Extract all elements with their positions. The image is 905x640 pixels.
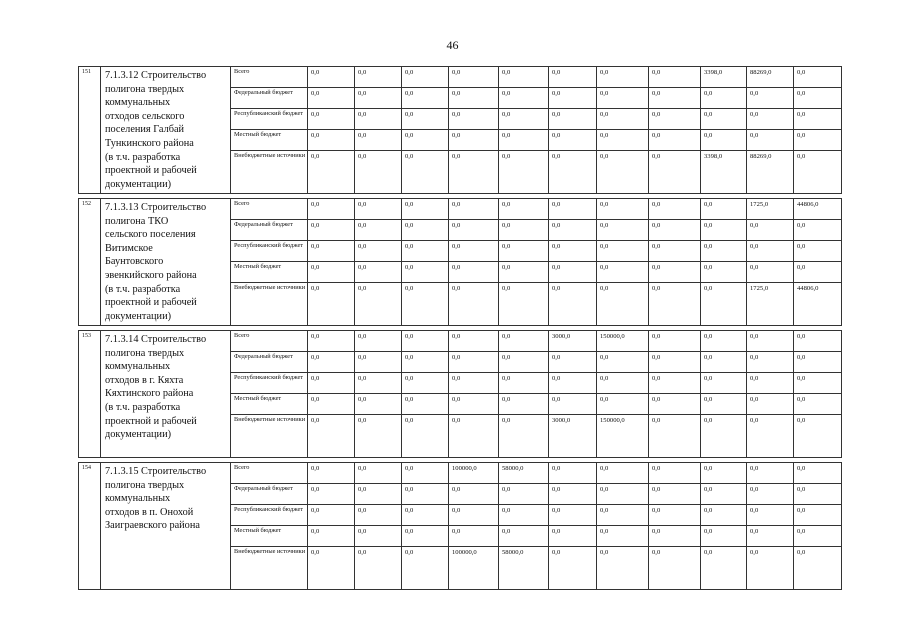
- amount-cell: 0,0: [549, 220, 597, 241]
- amount-cell: 0,0: [499, 109, 549, 130]
- amount-cell: 0,0: [794, 331, 842, 352]
- amount-cell: 0,0: [747, 547, 794, 590]
- amount-cell: 0,0: [794, 88, 842, 109]
- table-row: [79, 463, 842, 484]
- measure-title-line: полигона ТКО: [105, 215, 169, 227]
- amount-cell: 0,0: [355, 415, 402, 458]
- amount-cell: 0,0: [355, 526, 402, 547]
- amount-cell: 0,0: [308, 130, 355, 151]
- amount-cell: 0,0: [701, 463, 747, 484]
- amount-cell: 0,0: [649, 352, 701, 373]
- measure-title-line: проектной и рабочей: [105, 297, 197, 309]
- amount-cell: 0,0: [499, 373, 549, 394]
- amount-cell: 0,0: [499, 199, 549, 220]
- amount-cell: 0,0: [402, 547, 449, 590]
- amount-cell: 0,0: [355, 109, 402, 130]
- amount-cell: 0,0: [794, 463, 842, 484]
- amount-cell: 0,0: [701, 373, 747, 394]
- measure-title: [101, 463, 231, 590]
- amount-cell: 0,0: [747, 109, 794, 130]
- amount-cell: 0,0: [597, 283, 649, 326]
- amount-cell: 0,0: [747, 526, 794, 547]
- amount-cell: 0,0: [402, 199, 449, 220]
- amount-cell: 0,0: [794, 484, 842, 505]
- amount-cell: 0,0: [649, 373, 701, 394]
- amount-cell: 0,0: [701, 547, 747, 590]
- measure-title-line: Баунтовского: [105, 256, 164, 268]
- amount-cell: 0,0: [308, 484, 355, 505]
- amount-cell: 0,0: [549, 88, 597, 109]
- amount-cell: 0,0: [549, 484, 597, 505]
- amount-cell: 0,0: [701, 283, 747, 326]
- amount-cell: 0,0: [449, 373, 499, 394]
- amount-cell: 0,0: [549, 199, 597, 220]
- amount-cell: 0,0: [597, 505, 649, 526]
- amount-cell: 0,0: [597, 484, 649, 505]
- amount-cell: 0,0: [747, 415, 794, 458]
- amount-cell: 0,0: [308, 394, 355, 415]
- amount-cell: 0,0: [649, 241, 701, 262]
- amount-cell: 0,0: [308, 463, 355, 484]
- amount-cell: 0,0: [649, 331, 701, 352]
- funding-source: Местный бюджет: [231, 394, 308, 415]
- amount-cell: 0,0: [308, 151, 355, 194]
- amount-cell: 0,0: [649, 505, 701, 526]
- amount-cell: 1725,0: [747, 199, 794, 220]
- funding-source: Федеральный бюджет: [231, 88, 308, 109]
- amount-cell: 100000,0: [449, 547, 499, 590]
- amount-cell: 0,0: [449, 67, 499, 88]
- measure-title-line: полигона твердых: [105, 83, 185, 95]
- amount-cell: 0,0: [499, 484, 549, 505]
- amount-cell: 0,0: [747, 241, 794, 262]
- amount-cell: 0,0: [701, 199, 747, 220]
- amount-cell: 0,0: [355, 373, 402, 394]
- amount-cell: 0,0: [449, 505, 499, 526]
- amount-cell: 0,0: [701, 241, 747, 262]
- funding-source: Внебюджетные источники: [231, 283, 308, 326]
- measure-title-line: (в т.ч. разработка: [105, 283, 181, 295]
- table-row: [79, 67, 842, 88]
- amount-cell: 0,0: [402, 526, 449, 547]
- amount-cell: 0,0: [649, 130, 701, 151]
- amount-cell: 0,0: [597, 373, 649, 394]
- row-number: 152: [79, 199, 101, 326]
- amount-cell: 0,0: [308, 199, 355, 220]
- amount-cell: 100000,0: [449, 463, 499, 484]
- measure-title-line: документации): [105, 178, 172, 190]
- measure-title-line: полигона твердых: [105, 347, 185, 359]
- amount-cell: 0,0: [499, 262, 549, 283]
- amount-cell: 0,0: [549, 262, 597, 283]
- amount-cell: 0,0: [701, 484, 747, 505]
- amount-cell: 0,0: [701, 505, 747, 526]
- amount-cell: 0,0: [499, 331, 549, 352]
- amount-cell: 0,0: [402, 151, 449, 194]
- amount-cell: 0,0: [355, 151, 402, 194]
- amount-cell: 0,0: [499, 283, 549, 326]
- amount-cell: 0,0: [402, 241, 449, 262]
- amount-cell: 0,0: [449, 283, 499, 326]
- amount-cell: 0,0: [649, 151, 701, 194]
- amount-cell: 0,0: [747, 262, 794, 283]
- measure-title-line: проектной и рабочей: [105, 165, 197, 177]
- amount-cell: 0,0: [402, 262, 449, 283]
- amount-cell: 0,0: [499, 220, 549, 241]
- amount-cell: 0,0: [794, 241, 842, 262]
- measure-title-line: Тункинского района: [105, 137, 194, 149]
- measure-title: [101, 331, 231, 458]
- amount-cell: 0,0: [549, 463, 597, 484]
- amount-cell: 0,0: [355, 331, 402, 352]
- amount-cell: 0,0: [402, 283, 449, 326]
- amount-cell: 0,0: [499, 88, 549, 109]
- row-number: 154: [79, 463, 101, 590]
- amount-cell: 0,0: [649, 463, 701, 484]
- amount-cell: 0,0: [747, 394, 794, 415]
- measure-title-line: (в т.ч. разработка: [105, 151, 181, 163]
- amount-cell: 0,0: [402, 505, 449, 526]
- amount-cell: 0,0: [308, 88, 355, 109]
- amount-cell: 0,0: [402, 109, 449, 130]
- amount-cell: 0,0: [549, 283, 597, 326]
- amount-cell: 0,0: [355, 547, 402, 590]
- amount-cell: 0,0: [449, 151, 499, 194]
- amount-cell: 0,0: [747, 220, 794, 241]
- amount-cell: 0,0: [794, 373, 842, 394]
- amount-cell: 0,0: [355, 199, 402, 220]
- amount-cell: 0,0: [308, 547, 355, 590]
- amount-cell: 0,0: [308, 283, 355, 326]
- funding-source: Всего: [231, 199, 308, 220]
- amount-cell: 0,0: [355, 505, 402, 526]
- amount-cell: 0,0: [499, 505, 549, 526]
- amount-cell: 150000,0: [597, 415, 649, 458]
- amount-cell: 0,0: [499, 352, 549, 373]
- funding-source: Внебюджетные источники: [231, 547, 308, 590]
- amount-cell: 0,0: [402, 67, 449, 88]
- amount-cell: 0,0: [549, 109, 597, 130]
- amount-cell: 0,0: [649, 394, 701, 415]
- measure-title-line: отходов в п. Онохой: [105, 506, 194, 518]
- amount-cell: 0,0: [597, 130, 649, 151]
- measure-title-line: коммунальных: [105, 493, 171, 505]
- amount-cell: 0,0: [499, 394, 549, 415]
- amount-cell: 0,0: [449, 415, 499, 458]
- amount-cell: 0,0: [355, 394, 402, 415]
- amount-cell: 0,0: [794, 352, 842, 373]
- amount-cell: 0,0: [449, 130, 499, 151]
- amount-cell: 0,0: [402, 88, 449, 109]
- measure-title-line: 7.1.3.14 Строительство: [105, 334, 207, 345]
- amount-cell: 0,0: [449, 109, 499, 130]
- funding-source: Республиканский бюджет: [231, 505, 308, 526]
- amount-cell: 0,0: [794, 505, 842, 526]
- row-number: 153: [79, 331, 101, 458]
- amount-cell: 0,0: [355, 484, 402, 505]
- funding-source: Внебюджетные источники: [231, 151, 308, 194]
- amount-cell: 44806,0: [794, 199, 842, 220]
- amount-cell: 0,0: [308, 262, 355, 283]
- amount-cell: 0,0: [747, 463, 794, 484]
- amount-cell: 0,0: [402, 130, 449, 151]
- amount-cell: 0,0: [794, 151, 842, 194]
- amount-cell: 0,0: [597, 352, 649, 373]
- amount-cell: 44806,0: [794, 283, 842, 326]
- amount-cell: 0,0: [597, 151, 649, 194]
- amount-cell: 0,0: [355, 463, 402, 484]
- amount-cell: 0,0: [308, 67, 355, 88]
- funding-source: Всего: [231, 331, 308, 352]
- measure-title-line: Кяхтинского района: [105, 388, 194, 400]
- amount-cell: 0,0: [402, 415, 449, 458]
- amount-cell: 0,0: [597, 88, 649, 109]
- amount-cell: 0,0: [649, 88, 701, 109]
- amount-cell: 0,0: [308, 109, 355, 130]
- amount-cell: 0,0: [597, 526, 649, 547]
- amount-cell: 0,0: [649, 262, 701, 283]
- measure-title-line: 7.1.3.13 Строительство: [105, 202, 207, 213]
- amount-cell: 0,0: [649, 415, 701, 458]
- amount-cell: 0,0: [499, 415, 549, 458]
- amount-cell: 0,0: [449, 331, 499, 352]
- amount-cell: 0,0: [499, 130, 549, 151]
- amount-cell: 0,0: [355, 283, 402, 326]
- measure-title-line: эвенкийского района: [105, 269, 197, 281]
- amount-cell: 0,0: [794, 130, 842, 151]
- funding-source: Федеральный бюджет: [231, 220, 308, 241]
- amount-cell: 0,0: [747, 130, 794, 151]
- measure-title-line: документации): [105, 310, 172, 322]
- amount-cell: 0,0: [597, 394, 649, 415]
- amount-cell: 0,0: [701, 88, 747, 109]
- measure-title-line: полигона твердых: [105, 479, 185, 491]
- amount-cell: 0,0: [794, 415, 842, 458]
- funding-source: Всего: [231, 67, 308, 88]
- amount-cell: 0,0: [549, 547, 597, 590]
- amount-cell: 0,0: [449, 352, 499, 373]
- amount-cell: 150000,0: [597, 331, 649, 352]
- amount-cell: 58000,0: [499, 463, 549, 484]
- amount-cell: 0,0: [449, 526, 499, 547]
- amount-cell: 0,0: [449, 394, 499, 415]
- amount-cell: 0,0: [449, 484, 499, 505]
- amount-cell: 0,0: [549, 151, 597, 194]
- amount-cell: 0,0: [794, 547, 842, 590]
- amount-cell: 0,0: [747, 88, 794, 109]
- amount-cell: 0,0: [402, 394, 449, 415]
- amount-cell: 0,0: [549, 373, 597, 394]
- amount-cell: 0,0: [794, 262, 842, 283]
- amount-cell: 0,0: [355, 88, 402, 109]
- amount-cell: 0,0: [649, 220, 701, 241]
- measure-title-line: отходов сельского: [105, 110, 185, 122]
- amount-cell: 0,0: [449, 241, 499, 262]
- amount-cell: 0,0: [308, 220, 355, 241]
- amount-cell: 0,0: [597, 220, 649, 241]
- amount-cell: 0,0: [355, 352, 402, 373]
- amount-cell: 0,0: [701, 415, 747, 458]
- amount-cell: 0,0: [794, 220, 842, 241]
- amount-cell: 0,0: [649, 67, 701, 88]
- amount-cell: 3398,0: [701, 151, 747, 194]
- amount-cell: 0,0: [355, 130, 402, 151]
- amount-cell: 0,0: [449, 88, 499, 109]
- amount-cell: 0,0: [308, 505, 355, 526]
- amount-cell: 58000,0: [499, 547, 549, 590]
- amount-cell: 0,0: [499, 526, 549, 547]
- page-number: 46: [446, 38, 459, 52]
- amount-cell: 3398,0: [701, 67, 747, 88]
- amount-cell: 0,0: [794, 394, 842, 415]
- measure-title: [101, 199, 231, 326]
- measure-title-line: отходов в г. Кяхта: [105, 374, 184, 386]
- measure-title-line: поселения Галбай: [105, 124, 185, 136]
- amount-cell: 0,0: [499, 151, 549, 194]
- amount-cell: 0,0: [449, 220, 499, 241]
- amount-cell: 0,0: [649, 109, 701, 130]
- measure-title-line: 7.1.3.12 Строительство: [105, 70, 207, 81]
- amount-cell: 0,0: [701, 394, 747, 415]
- amount-cell: 88269,0: [747, 67, 794, 88]
- amount-cell: 0,0: [355, 241, 402, 262]
- funding-source: Местный бюджет: [231, 526, 308, 547]
- amount-cell: 0,0: [794, 109, 842, 130]
- table-row: [79, 331, 842, 352]
- amount-cell: 0,0: [308, 373, 355, 394]
- amount-cell: 0,0: [449, 262, 499, 283]
- row-number: 151: [79, 67, 101, 194]
- budget-table: [78, 66, 842, 590]
- amount-cell: 0,0: [701, 130, 747, 151]
- amount-cell: 3000,0: [549, 331, 597, 352]
- amount-cell: 0,0: [649, 547, 701, 590]
- measure-title-line: коммунальных: [105, 97, 171, 109]
- amount-cell: 0,0: [794, 67, 842, 88]
- amount-cell: 0,0: [549, 352, 597, 373]
- funding-source: Республиканский бюджет: [231, 109, 308, 130]
- measure-title-line: сельского поселения: [105, 229, 196, 241]
- amount-cell: 1725,0: [747, 283, 794, 326]
- funding-source: Федеральный бюджет: [231, 484, 308, 505]
- amount-cell: 0,0: [701, 109, 747, 130]
- measure-title-line: Витимское: [105, 242, 153, 254]
- amount-cell: 0,0: [549, 67, 597, 88]
- measure-title-line: (в т.ч. разработка: [105, 401, 181, 413]
- amount-cell: 0,0: [701, 526, 747, 547]
- amount-cell: 0,0: [308, 331, 355, 352]
- amount-cell: 0,0: [747, 373, 794, 394]
- measure-title-line: документации): [105, 429, 172, 441]
- amount-cell: 88269,0: [747, 151, 794, 194]
- amount-cell: 0,0: [549, 526, 597, 547]
- amount-cell: 0,0: [747, 484, 794, 505]
- funding-source: Федеральный бюджет: [231, 352, 308, 373]
- table-body: [79, 67, 842, 590]
- funding-source: Республиканский бюджет: [231, 373, 308, 394]
- funding-source: Местный бюджет: [231, 130, 308, 151]
- amount-cell: 0,0: [402, 220, 449, 241]
- amount-cell: 0,0: [701, 262, 747, 283]
- amount-cell: 0,0: [402, 484, 449, 505]
- funding-source: Местный бюджет: [231, 262, 308, 283]
- measure-title-line: 7.1.3.15 Строительство: [105, 466, 207, 477]
- amount-cell: 0,0: [402, 463, 449, 484]
- amount-cell: 0,0: [649, 484, 701, 505]
- amount-cell: 0,0: [355, 67, 402, 88]
- measure-title-line: проектной и рабочей: [105, 415, 197, 427]
- amount-cell: 0,0: [649, 199, 701, 220]
- amount-cell: 0,0: [747, 352, 794, 373]
- amount-cell: 0,0: [402, 373, 449, 394]
- amount-cell: 0,0: [449, 199, 499, 220]
- amount-cell: 0,0: [649, 283, 701, 326]
- amount-cell: 0,0: [355, 262, 402, 283]
- amount-cell: 0,0: [308, 526, 355, 547]
- amount-cell: 0,0: [701, 352, 747, 373]
- amount-cell: 0,0: [308, 241, 355, 262]
- amount-cell: 0,0: [549, 130, 597, 151]
- amount-cell: 0,0: [549, 505, 597, 526]
- amount-cell: 0,0: [597, 67, 649, 88]
- table-row: [79, 199, 842, 220]
- amount-cell: 0,0: [597, 547, 649, 590]
- amount-cell: 0,0: [549, 394, 597, 415]
- amount-cell: 3000,0: [549, 415, 597, 458]
- amount-cell: 0,0: [549, 241, 597, 262]
- amount-cell: 0,0: [747, 331, 794, 352]
- measure-title-line: коммунальных: [105, 361, 171, 373]
- measure-title: [101, 67, 231, 194]
- amount-cell: 0,0: [597, 109, 649, 130]
- funding-source: Республиканский бюджет: [231, 241, 308, 262]
- amount-cell: 0,0: [701, 220, 747, 241]
- amount-cell: 0,0: [499, 241, 549, 262]
- amount-cell: 0,0: [597, 199, 649, 220]
- amount-cell: 0,0: [649, 526, 701, 547]
- funding-source: Всего: [231, 463, 308, 484]
- amount-cell: 0,0: [597, 262, 649, 283]
- amount-cell: 0,0: [597, 463, 649, 484]
- amount-cell: 0,0: [402, 352, 449, 373]
- amount-cell: 0,0: [308, 352, 355, 373]
- amount-cell: 0,0: [308, 415, 355, 458]
- measure-title-line: Заиграевского района: [105, 520, 200, 532]
- amount-cell: 0,0: [355, 220, 402, 241]
- funding-source: Внебюджетные источники: [231, 415, 308, 458]
- amount-cell: 0,0: [794, 526, 842, 547]
- amount-cell: 0,0: [747, 505, 794, 526]
- amount-cell: 0,0: [499, 67, 549, 88]
- amount-cell: 0,0: [597, 241, 649, 262]
- amount-cell: 0,0: [701, 331, 747, 352]
- amount-cell: 0,0: [402, 331, 449, 352]
